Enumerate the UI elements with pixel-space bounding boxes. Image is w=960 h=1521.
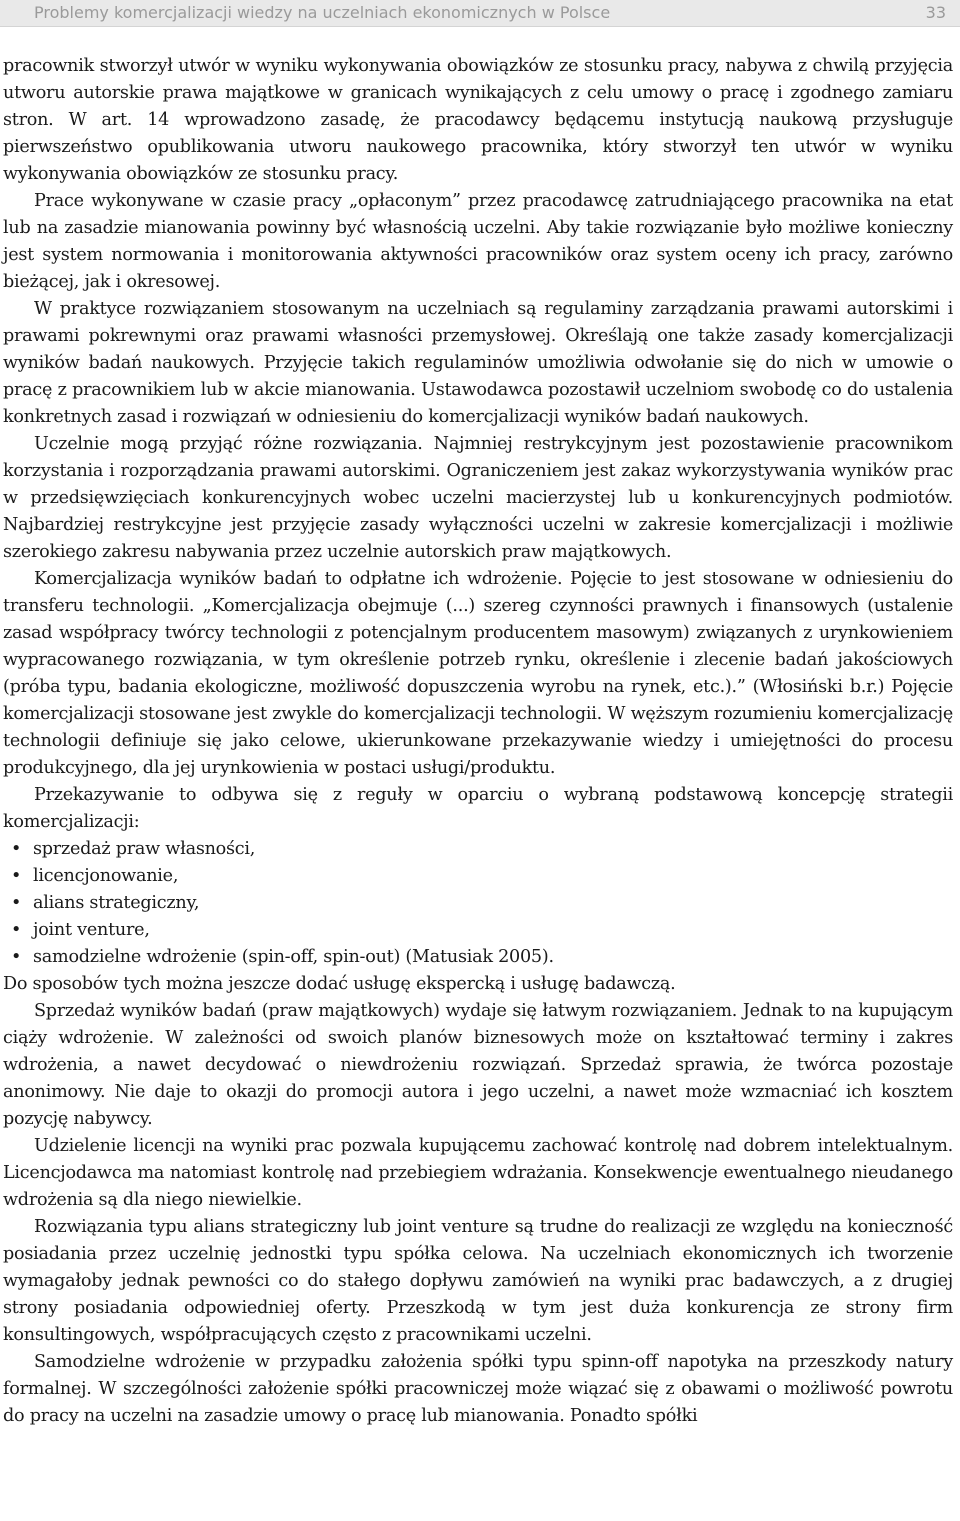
running-header [0,0,960,27]
paragraph-3: W praktyce rozwiązaniem stosowanym na uczelniach są regulaminy zarządzania prawami autorskimi i prawami pokrewnymi oraz prawami własności przemysłowej. Określają one także zasady komercjalizacji wyników badań naukowych. Przyjęcie takich regulaminów umożliwia odwołanie się do nich w umowie o pracę z pracownikiem lub w akcie mianowania. Ustawodawca pozostawił uczelniom swobodę co do ustalenia konkretnych zasad i rozwiązań w odniesieniu do komercjalizacji wyników badań naukowych. [3,299,953,427]
running-header-title: Problemy komercjalizacji wiedzy na uczelniach ekonomicznych w Polsce [34,3,611,22]
paragraph-7: Sprzedaż wyników badań (praw majątkowych) wydaje się łatwym rozwiązaniem. Jednak to na kupującym ciąży wdrożenie. W zależności od swoich planów biznesowych może on kształtować terminy i zakres wdrożenia, a nawet decydować o niewdrożeniu rozwiązań. Sprzedaż sprawia, że twórca pozostaje anonimowy. Nie daje to okazji do promocji autora i jego uczelni, a nawet może wzmacniać ich kosztem pozycję nabywcy. [3,1001,953,1129]
list-item-text: licencjonowanie, [33,866,179,886]
list-item [3,836,953,863]
bullet-icon: • [11,947,22,967]
list-item-text: samodzielne wdrożenie (spin-off, spin-out) (Matusiak 2005). [33,947,554,967]
list-item [3,917,953,944]
list-item [3,890,953,917]
paragraph-4: Uczelnie mogą przyjąć różne rozwiązania. Najmniej restrykcyjnym jest pozostawienie pracownikom korzystania i rozporządzania prawami autorskimi. Ograniczeniem jest zakaz wykorzystywania wyników prac w przedsięwzięciach konkurencyjnych wobec uczelni macierzystej lub u konkurencyjnych podmiotów. Najbardziej restrykcyjne jest przyjęcie zasady wyłączności uczelni w zakresie komercjalizacji i możliwie szerokiego zakresu nabywania przez uczelnie autorskich praw majątkowych. [3,434,953,562]
bullet-icon: • [11,920,22,940]
page-number: 33 [925,3,946,22]
strategy-list [3,836,953,971]
bullet-icon: • [11,839,22,859]
paragraph-6: Przekazywanie to odbywa się z reguły w oparciu o wybraną podstawową koncepcję strategii komercjalizacji: [3,785,953,832]
bullet-icon: • [11,893,22,913]
paragraph-8: Udzielenie licencji na wyniki prac pozwala kupującemu zachować kontrolę nad dobrem intelektualnym. Licencjodawca ma natomiast kontrolę nad przebiegiem wdrażania. Konsekwencje ewentualnego nieudanego wdrożenia są dla niego niewielkie. [3,1136,953,1210]
list-item-text: alians strategiczny, [33,893,200,913]
list-item-text: joint venture, [33,920,150,940]
paragraph-2: Prace wykonywane w czasie pracy „opłaconym” przez pracodawcę zatrudniającego pracownika na etat lub na zasadzie mianowania powinny być własnością uczelni. Aby takie rozwiązanie było możliwe konieczny jest system normowania i monitorowania aktywności pracowników oraz system oceny ich pracy, zarówno bieżącej, jak i okresowej. [3,191,953,292]
paragraph-5: Komercjalizacja wyników badań to odpłatne ich wdrożenie. Pojęcie to jest stosowane w odniesieniu do transferu technologii. „Komercjalizacja obejmuje (...) szereg czynności prawnych i finansowych (ustalenie zasad współpracy twórcy technologii z potencjalnym producentem masowym) związanych z urynkowieniem wypracowanego rozwiązania, w tym określenie potrzeb rynku, określenie i zlecenie badań jakościowych (próba typu, badania ekologiczne, możliwość dopuszczenia wyrobu na rynek, etc.).” (Włosiński b.r.) Pojęcie komercjalizacji stosowane jest zwykle do komercjalizacji technologii. W węższym rozumieniu komercjalizację technologii definiuje się jako celowe, ukierunkowane przekazywanie wiedzy i umiejętności do procesu produkcyjnego, dla jej urynkowienia w postaci usługi/produktu. [3,569,953,778]
paragraph-after-list: Do sposobów tych można jeszcze dodać usługę ekspercką i usługę badawczą. [3,974,676,994]
list-item-text: sprzedaż praw własności, [33,839,256,859]
list-item [3,863,953,890]
paragraph-1: pracownik stworzył utwór w wyniku wykonywania obowiązków ze stosunku pracy, nabywa z chwilą przyjęcia utworu autorskie prawa majątkowe w granicach wynikających z celu umowy o pracę i zgodnego zamiaru stron. W art. 14 wprowadzono zasadę, że pracodawcy będącemu instytucją naukową przysługuje pierwszeństwo opublikowania utworu naukowego pracownika, który stworzył ten utwór w wyniku wykonywania obowiązków ze stosunku pracy. [3,56,953,184]
list-item [3,944,953,971]
paragraph-9: Rozwiązania typu alians strategiczny lub joint venture są trudne do realizacji ze względu na konieczność posiadania przez uczelnię jednostki typu spółka celowa. Na uczelniach ekonomicznych ich tworzenie wymagałoby jednak pewności co do stałego dopływu zamówień na wyniki prac badawczych, a z drugiej strony posiadania odpowiedniej oferty. Przeszkodą w tym jest duża konkurencja ze strony firm konsultingowych, współpracujących często z pracownikami uczelni. [3,1217,953,1345]
paragraph-10: Samodzielne wdrożenie w przypadku założenia spółki typu spinn-off napotyka na przeszkody natury formalnej. W szczególności założenie spółki pracowniczej może wiązać się z obawami o możliwość powrotu do pracy na uczelni na zasadzie umowy o pracę lub mianowania. Ponadto spółki [3,1352,953,1426]
document-body [3,53,953,1430]
bullet-icon: • [11,866,22,886]
